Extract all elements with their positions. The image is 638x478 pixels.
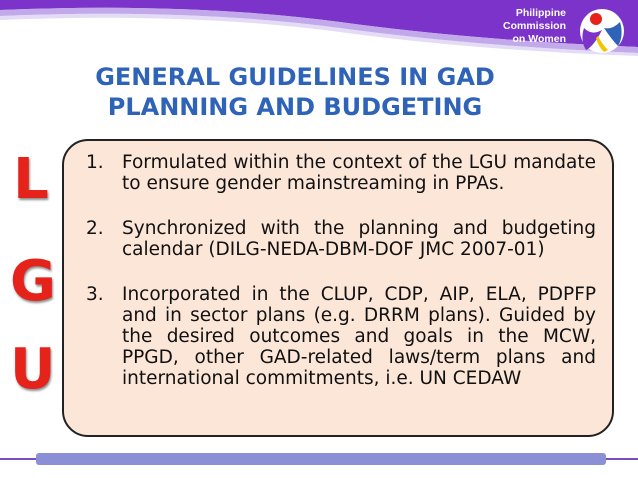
brand-line-1: Philippine	[515, 7, 566, 19]
brand-line-2: Commission	[502, 20, 566, 32]
guideline-number: 3.	[86, 284, 104, 305]
slide-title-line-2: PLANNING AND BUDGETING	[107, 93, 483, 121]
guideline-number: 2.	[86, 218, 104, 239]
guideline-text: Formulated within the context of the LGU mandate to ensure gender mainstreaming in PPAs.	[122, 152, 596, 194]
pcw-logo-icon	[574, 6, 630, 56]
lgu-letter-l: L	[13, 147, 49, 212]
lgu-letter-g: G	[10, 249, 56, 314]
guideline-number: 1.	[86, 152, 104, 173]
brand-line-3: on Women	[512, 33, 566, 45]
guideline-text: Incorporated in the CLUP, CDP, AIP, ELA, PDPFP and in sector plans (e.g. DRRM plans). Guided by the desired outcomes and goals in the MCW, PPGD, other GAD-related laws/term plans and international commitments, i.e. UN CEDAW	[122, 284, 596, 389]
slide-title	[60, 62, 530, 122]
pcw-brand-name	[503, 7, 566, 46]
guideline-item	[86, 218, 596, 260]
guideline-text: Synchronized with the planning and budgeting calendar (DILG-NEDA-DBM-DOF JMC 2007-01)	[122, 218, 596, 260]
lgu-letter-u: U	[10, 337, 56, 402]
guideline-item	[86, 284, 596, 389]
footer-bar	[36, 453, 606, 465]
guidelines-list	[86, 152, 596, 413]
guideline-item	[86, 152, 596, 194]
slide-title-line-1: GENERAL GUIDELINES IN GAD	[95, 63, 495, 91]
